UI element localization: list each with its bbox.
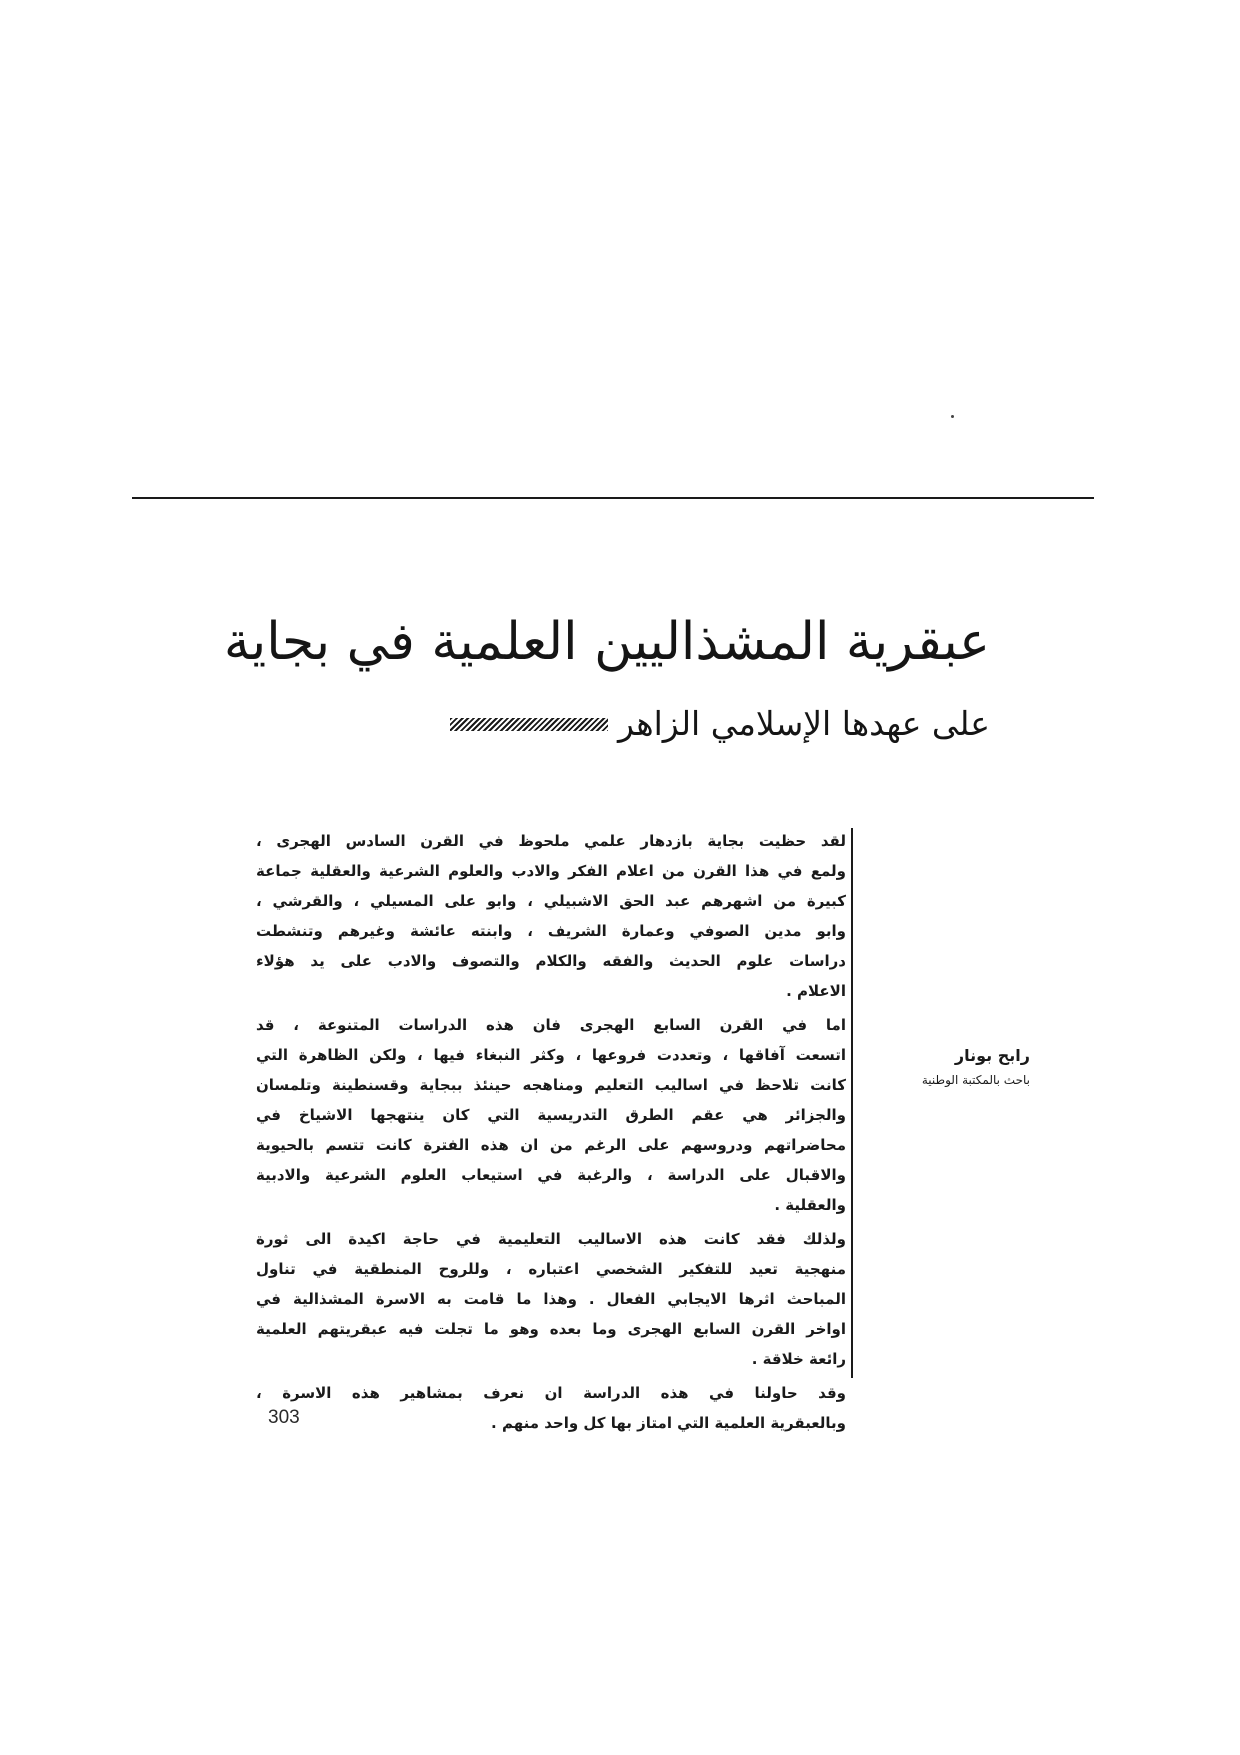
- body-line: والاقبال على الدراسة ، والرغبة في استيعاب العلوم الشرعية والادبية: [256, 1166, 846, 1184]
- column-divider-rule: [851, 828, 853, 1378]
- author-name: رابح بونار: [954, 1046, 1030, 1065]
- body-line: ولذلك فقد كانت هذه الاساليب التعليمية في حاجة اكيدة الى ثورة: [256, 1230, 846, 1248]
- body-line: اتسعت آفاقها ، وتعددت فروعها ، وكثر النبغاء فيها ، ولكن الظاهرة التي: [256, 1046, 846, 1064]
- body-line: والجزائر هي عقم الطرق التدريسية التي كان ينتهجها الاشياخ في: [256, 1106, 846, 1124]
- body-line: كانت تلاحظ في اساليب التعليم ومناهجه حينئذ ببجاية وقسنطينة وتلمسان: [256, 1076, 846, 1094]
- article-title: عبقرية المشذاليين العلمية في بجاية: [223, 612, 990, 672]
- author-block: [880, 1042, 1030, 1090]
- header-rule: [132, 497, 1094, 499]
- body-line: اما في القرن السابع الهجرى فان هذه الدراسات المتنوعة ، قد: [256, 1016, 846, 1034]
- subtitle-hatch-ornament: [450, 718, 608, 731]
- paragraph-2: [256, 1010, 846, 1220]
- body-line: لقد حظيت بجاية بازدهار علمي ملحوظ في القرن السادس الهجرى ،: [256, 832, 846, 850]
- body-line: المباحث اثرها الايجابي الفعال . وهذا ما قامت به الاسرة المشذالية في: [256, 1290, 846, 1308]
- subtitle-row: [450, 696, 990, 752]
- author-affiliation: باحث بالمكتبة الوطنية: [921, 1073, 1030, 1087]
- body-line: وبالعبقرية العلمية التي امتاز بها كل واحد منهم .: [491, 1414, 846, 1432]
- paragraph-3: [256, 1224, 846, 1374]
- body-line: منهجية تعيد للتفكير الشخصي اعتباره ، وللروح المنطقية في تناول: [256, 1260, 846, 1278]
- body-line: دراسات علوم الحديث والفقه والكلام والتصوف والادب على يد هؤلاء: [256, 952, 846, 970]
- body-line: محاضراتهم ودروسهم على الرغم من ان هذه الفترة كانت تتسم بالحيوية: [256, 1136, 846, 1154]
- body-line: رائعة خلاقة .: [751, 1350, 846, 1368]
- paragraph-1: [256, 826, 846, 1006]
- body-line: والعقلية .: [774, 1196, 846, 1214]
- article-subtitle: على عهدها الإسلامي الزاهر: [618, 704, 990, 743]
- page-number: 303: [268, 1407, 300, 1428]
- body-line: اواخر القرن السابع الهجرى وما بعده وهو ما تجلت فيه عبقريتهم العلمية: [256, 1320, 846, 1338]
- body-line: وقد حاولنا في هذه الدراسة ان نعرف بمشاهير هذه الاسرة ،: [256, 1384, 846, 1402]
- body-line: كبيرة من اشهرهم عبد الحق الاشبيلي ، وابو على المسيلي ، والقرشي ،: [256, 892, 846, 910]
- body-line: ولمع في هذا القرن من اعلام الفكر والادب والعلوم الشرعية والعقلية جماعة: [256, 862, 846, 880]
- body-line: وابو مدين الصوفي وعمارة الشريف ، وابنته عائشة وغيرهم وتنشطت: [256, 922, 846, 940]
- scan-speck: [951, 415, 954, 418]
- paragraph-4: [256, 1378, 846, 1438]
- article-body: [256, 826, 846, 1442]
- body-line: الاعلام .: [786, 982, 846, 1000]
